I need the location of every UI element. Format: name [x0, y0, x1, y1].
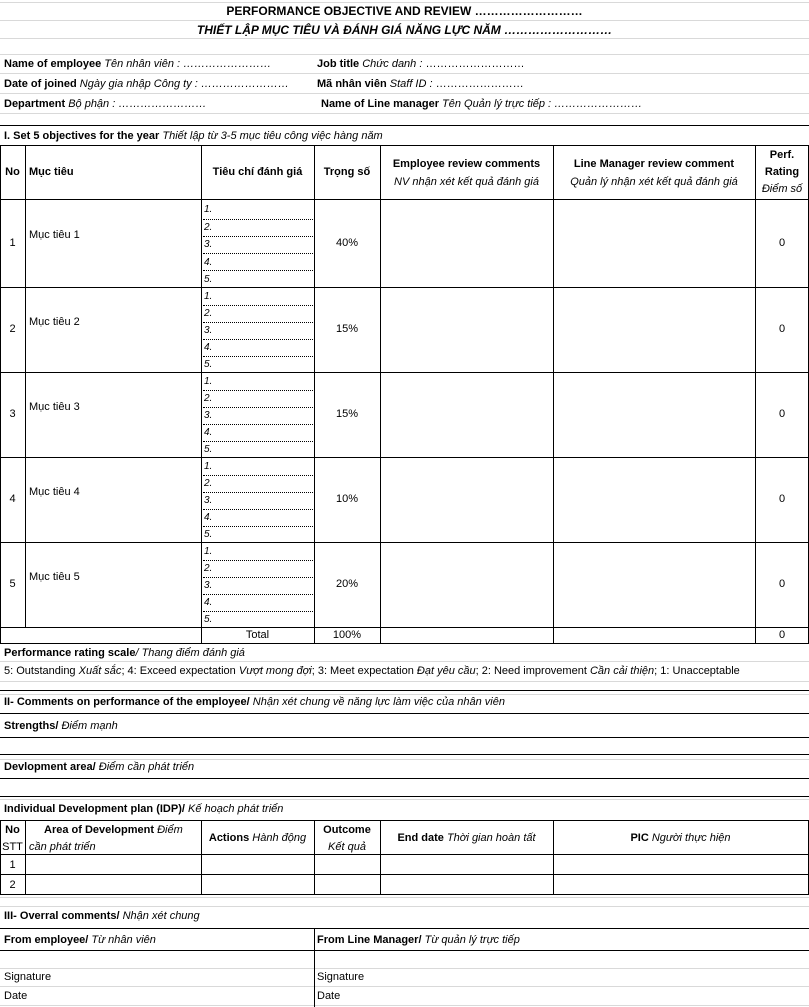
section1-title: I. Set 5 objectives for the year Thiết lập từ 3-5 mục tiêu công việc hàng năm	[4, 130, 383, 142]
department-field: Department Bộ phận : ……………………	[4, 98, 207, 110]
objective-name: Mục tiêu 2	[29, 316, 80, 328]
rating-scale-title: Performance rating scale/ Thang điểm đánh giá	[4, 647, 245, 659]
objective-name: Mục tiêu 5	[29, 571, 80, 583]
total-weight: 100%	[332, 629, 362, 641]
employee-signature-label: Signature	[4, 971, 52, 983]
objective-no: 5	[9, 578, 16, 590]
objective-name: Mục tiêu 3	[29, 401, 80, 413]
col-header-weight: Trọng số	[323, 166, 371, 178]
objective-no: 1	[9, 237, 16, 249]
idp-col-actions: Actions Hành động	[208, 832, 307, 844]
objective-weight: 20%	[335, 578, 359, 590]
objective-name: Mục tiêu 4	[29, 486, 80, 498]
criteria-item: 3.	[204, 239, 213, 250]
idp-col-area: Area of Development Điểm	[44, 824, 183, 836]
date-joined-field: Date of joined Ngày gia nhập Công ty : ……………………	[4, 78, 289, 90]
form-title-en: PERFORMANCE OBJECTIVE AND REVIEW ………………………	[226, 4, 583, 18]
total-rating: 0	[778, 629, 786, 641]
criteria-item: 2.	[204, 393, 213, 404]
criteria-item: 5.	[204, 614, 213, 625]
idp-col-stt: STT	[2, 841, 23, 853]
from-employee-label: From employee/ Từ nhân viên	[4, 934, 156, 946]
criteria-item: 3.	[204, 410, 213, 421]
objective-weight: 15%	[335, 323, 359, 335]
col-header-criteria: Tiêu chí đánh giá	[212, 166, 303, 178]
criteria-item: 2.	[204, 222, 213, 233]
line-manager-field: Name of Line manager Tên Quản lý trực tiếp : ……………………	[321, 98, 643, 110]
criteria-item: 4.	[204, 597, 213, 608]
manager-date-label: Date	[317, 990, 341, 1002]
manager-signature-label: Signature	[317, 971, 365, 983]
objective-weight: 10%	[335, 493, 359, 505]
job-title-field: Job title Chức danh : ………………………	[317, 58, 525, 70]
col-header-employee-review-vn: NV nhận xét kết quả đánh giá	[394, 176, 539, 188]
idp-col-end-date: End date Thời gian hoàn tất	[397, 832, 536, 844]
col-header-rating-2: Rating	[764, 166, 800, 178]
objective-name: Mục tiêu 1	[29, 229, 80, 241]
col-header-rating-vn: Điểm số	[761, 183, 803, 195]
objective-rating: 0	[778, 493, 786, 505]
col-header-rating-1: Perf.	[769, 149, 795, 161]
from-manager-label: From Line Manager/ Từ quản lý trực tiếp	[317, 934, 520, 946]
col-header-objective: Mục tiêu	[29, 166, 74, 178]
idp-col-area-vn: cần phát triển	[29, 841, 96, 853]
col-header-manager-review-vn: Quản lý nhận xét kết quả đánh giá	[570, 176, 738, 188]
idp-row-no: 1	[9, 859, 16, 871]
criteria-item: 5.	[204, 529, 213, 540]
idp-col-pic: PIC Người thực hiện	[630, 832, 731, 844]
criteria-item: 1.	[204, 204, 213, 215]
criteria-item: 4.	[204, 342, 213, 353]
objective-no: 2	[9, 323, 16, 335]
objective-rating: 0	[778, 578, 786, 590]
col-header-manager-review: Line Manager review comment	[573, 158, 735, 170]
criteria-item: 3.	[204, 495, 213, 506]
criteria-item: 1.	[204, 376, 213, 387]
objective-no: 3	[9, 408, 16, 420]
objective-rating: 0	[778, 237, 786, 249]
total-label: Total	[245, 629, 270, 641]
strengths-label: Strengths/ Điểm mạnh	[4, 720, 118, 732]
idp-col-no: No	[5, 824, 20, 836]
staff-id-field: Mã nhân viên Staff ID : ……………………	[317, 78, 524, 90]
criteria-item: 5.	[204, 444, 213, 455]
col-header-no: No	[5, 166, 20, 178]
objective-rating: 0	[778, 323, 786, 335]
rating-scale-values: 5: Outstanding Xuất sắc; 4: Exceed expectation Vượt mong đợi; 3: Meet expectation Đạt yêu cầu; 2: Need improvement Cần cải thiện; 1: Unacceptable	[4, 665, 740, 677]
criteria-item: 1.	[204, 291, 213, 302]
objective-no: 4	[9, 493, 16, 505]
objective-weight: 15%	[335, 408, 359, 420]
criteria-item: 2.	[204, 308, 213, 319]
idp-col-outcome: Outcome	[323, 824, 371, 836]
criteria-item: 3.	[204, 580, 213, 591]
criteria-item: 4.	[204, 257, 213, 268]
section2-title: II- Comments on performance of the employee/ Nhận xét chung về năng lực làm việc của nhân viên	[4, 696, 505, 708]
objective-rating: 0	[778, 408, 786, 420]
idp-title: Individual Development plan (IDP)/ Kế hoạch phát triển	[4, 803, 284, 815]
section3-title: III- Overral comments/ Nhận xét chung	[4, 910, 200, 922]
criteria-item: 3.	[204, 325, 213, 336]
employee-date-label: Date	[4, 990, 28, 1002]
form-title-vn: THIẾT LẬP MỤC TIÊU VÀ ĐÁNH GIÁ NĂNG LỰC NĂM ………………………	[196, 23, 613, 37]
criteria-item: 1.	[204, 461, 213, 472]
criteria-item: 4.	[204, 427, 213, 438]
criteria-item: 5.	[204, 359, 213, 370]
criteria-item: 1.	[204, 546, 213, 557]
criteria-item: 5.	[204, 274, 213, 285]
idp-row-no: 2	[9, 879, 16, 891]
criteria-item: 2.	[204, 563, 213, 574]
idp-col-outcome-vn: Kết quả	[328, 841, 366, 853]
criteria-item: 2.	[204, 478, 213, 489]
col-header-employee-review: Employee review comments	[392, 158, 541, 170]
criteria-item: 4.	[204, 512, 213, 523]
devlopment-area-label: Devlopment area/ Điểm cần phát triển	[4, 761, 195, 773]
objective-weight: 40%	[335, 237, 359, 249]
employee-name-field: Name of employee Tên nhân viên : ……………………	[4, 58, 272, 70]
